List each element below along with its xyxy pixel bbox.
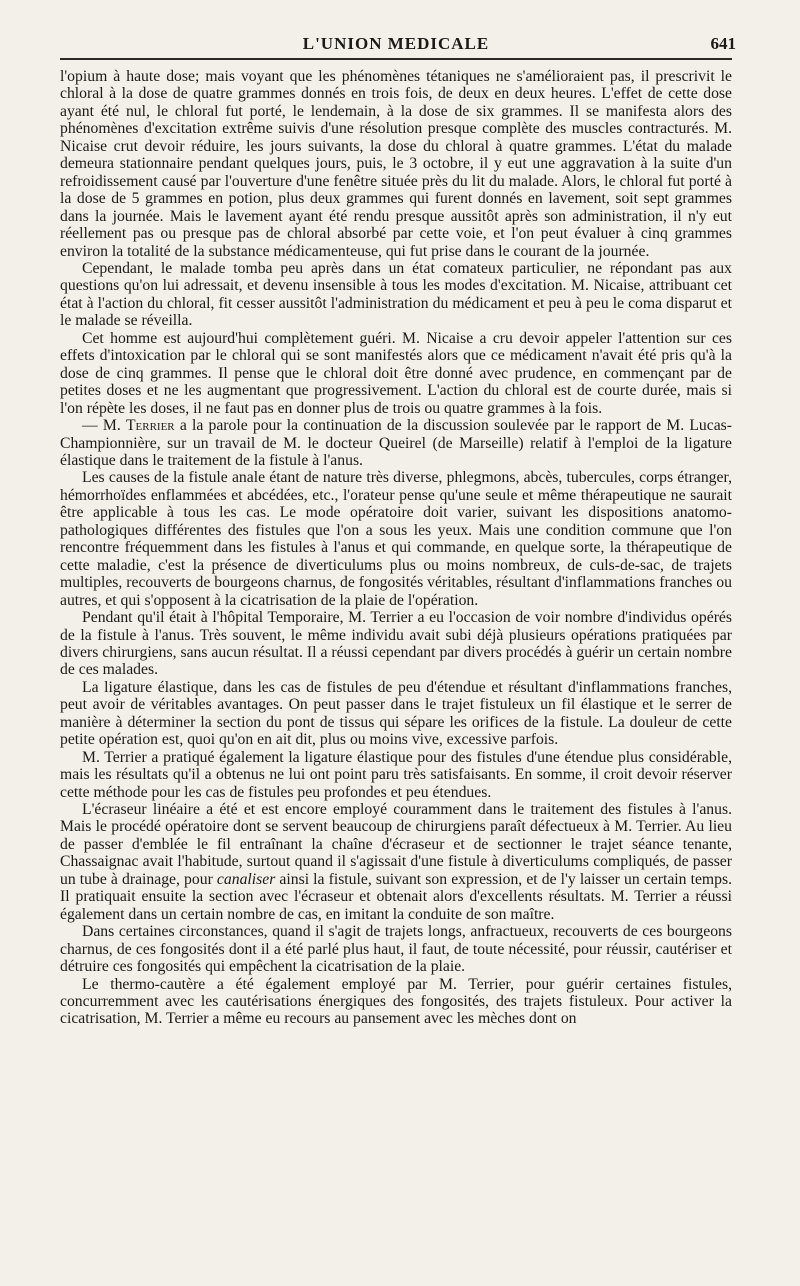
paragraph-4 (60, 417, 732, 469)
article-body (60, 68, 732, 1028)
paragraph-8: M. Terrier a pratiqué également la ligature élastique pour des fistules d'une étendue plus considérable, mais les résultats qu'il a obtenus ne lui ont point paru très satisfaisants. En somme, il croit devoir réserver cette méthode pour les cas de fistules peu profondes et peu étendues. (60, 748, 732, 801)
page-number: 641 (710, 34, 736, 53)
paragraph-7: La ligature élastique, dans les cas de fistules de peu d'étendue et résultant d'inflammations franches, peut avoir de véritables avantages. On peut passer dans le trajet fistuleux un fil élastique et le serrer de manière à déterminer la section du pont de tissus qui sépare les orifices de la fistule. La douleur de cette petite opération est, quoi qu'on en ait dit, plus ou moins vive, excessive parfois. (60, 678, 732, 749)
running-title: L'UNION MEDICALE (302, 34, 490, 53)
paragraph-6: Pendant qu'il était à l'hôpital Temporaire, M. Terrier a eu l'occasion de voir nombre d'individus opérés de la fistule à l'anus. Très souvent, le même individu avait subi déjà plusieurs opérations pratiquées par divers chirurgiens, sans aucun résultat. Il a réussi cependant par divers procédés à guérir un certain nombre de ces malades. (60, 609, 732, 679)
paragraph-11: Le thermo-cautère a été également employé par M. Terrier, pour guérir certaines fistules, concurremment avec les cautérisations énergiques des fongosités, des trajets fistuleux. Pour activer la cicatrisation, M. Terrier a même eu recours au pansement avec les mèches dont on (60, 975, 732, 1028)
paragraph-10: Dans certaines circonstances, quand il s'agit de trajets longs, anfractueux, recouverts de ces bourgeons charnus, de ces fongosités dont il a été parlé plus haut, il faut, de toute nécessité, pour réussir, cautériser et détruire ces fongosités qui empêchent la cicatrisation de la plaie. (60, 923, 732, 976)
paragraph-2: Cependant, le malade tomba peu après dans un état comateux particulier, ne répondant pas aux questions qu'on lui adressait, et devenu insensible à tous les modes d'excitation. M. Nicaise, attribuant cet état à l'action du chloral, fit cesser aussitôt l'administration du médicament et peu à peu le coma disparut et le malade se réveilla. (60, 259, 732, 330)
paragraph-9-before: L'écraseur linéaire a été et est encore employé couramment dans le traitement des fistules à l'anus. Mais le procédé opératoire dont se servent beaucoup de chirurgiens paraît défectueux à M. Terrier. Au lieu de passer d'emblée le fil entraînant la chaîne d'écraseur et de sectionner le trajet séance tenante, Chassaignac avait l'habitude, surtout quand il s'agissait d'une fistule à diverticulums compliqués, de passer un tube à drainage, pour (60, 801, 732, 888)
paragraph-4-text: a la parole pour la continuation de la discussion soulevée par le rapport de M. Lucas-Championnière, sur un travail de M. le docteur Queirel (de Marseille) relatif à l'emploi de la ligature élastique dans le traitement de la fistule à l'anus. (60, 417, 732, 469)
paragraph-9-after: ainsi la fistule, suivant son expression, et de l'y laisser un certain temps. Il pratiquait ensuite la section avec l'écraseur et obtenait alors d'excellents résultats. M. Terrier a réussi également dans un certain nombre de cas, en imitant la conduite de son maître. (60, 870, 732, 923)
page-header (60, 32, 736, 60)
paragraph-9 (60, 801, 732, 923)
italic-term: canaliser (216, 870, 276, 888)
speaker-name: Terrier (125, 417, 175, 435)
paragraph-5: Les causes de la fistule anale étant de nature très diverse, phlegmons, abcès, tubercules, corps étranger, hémorrhoïdes enflammées et abcédées, etc., l'orateur pense qu'une seule et même thérapeutique ne saurait être applicable à tous les cas. Le mode opératoire doit varier, suivant les dispositions anatomo-pathologiques différentes des fistules que l'on a sous les yeux. Mais une condition commune que l'on rencontre fréquemment dans les fistules à l'anus et qui commande, en quelque sorte, la thérapeutique de cette maladie, c'est la présence de diverticulums plus ou moins nombreux, de culs-de-sac, de trajets multiples, recouverts de bourgeons charnus, de fongosités véritables, résultant d'inflammations franches ou autres, et qui s'opposent à la cicatrisation de la plaie de l'opération. (60, 469, 732, 609)
paragraph-4-lead: — M. (82, 417, 126, 435)
paragraph-3: Cet homme est aujourd'hui complètement guéri. M. Nicaise a cru devoir appeler l'attention sur ces effets d'intoxication par le chloral qui se sont manifestés alors que ce médicament n'avait été pris qu'à la dose de cinq grammes. Il pense que le chloral doit être donné avec prudence, en commençant par de petites doses et ne les augmentant que progressivement. L'action du chloral est de courte durée, mais si l'on répète les doses, il ne faut pas en donner plus de trois ou quatre grammes à la fois. (60, 329, 732, 417)
paragraph-1: l'opium à haute dose; mais voyant que les phénomènes tétaniques ne s'amélioraient pas, il prescrivit le chloral à la dose de quatre grammes donnés en trois fois, de deux en deux heures. L'effet de cette dose ayant été nul, le chloral fut porté, le lendemain, à la dose de six grammes. Il se manifesta alors des phénomènes d'excitation extrême suivis d'une résolution presque complète des muscles contracturés. M. Nicaise crut devoir réduire, les jours suivants, la dose du chloral à quatre grammes. L'état du malade demeura stationnaire pendant quelques jours, puis, le 3 octobre, il y eut une aggravation à la suite d'un refroidissement causé par l'ouverture d'une fenêtre située près du lit du malade. Alors, le chloral fut porté à la dose de 5 grammes en potion, plus deux grammes qui furent donnés en lavement, soit sept grammes dans la journée. Mais le lavement ayant été rendu presque aussitôt après son administration, il n'y eut réellement pas ou presque pas de chloral absorbé par cette voie, et l'on peut évaluer à cinq grammes environ la totalité de la substance médicamenteuse, qui fut prise dans le courant de la journée. (60, 68, 732, 260)
